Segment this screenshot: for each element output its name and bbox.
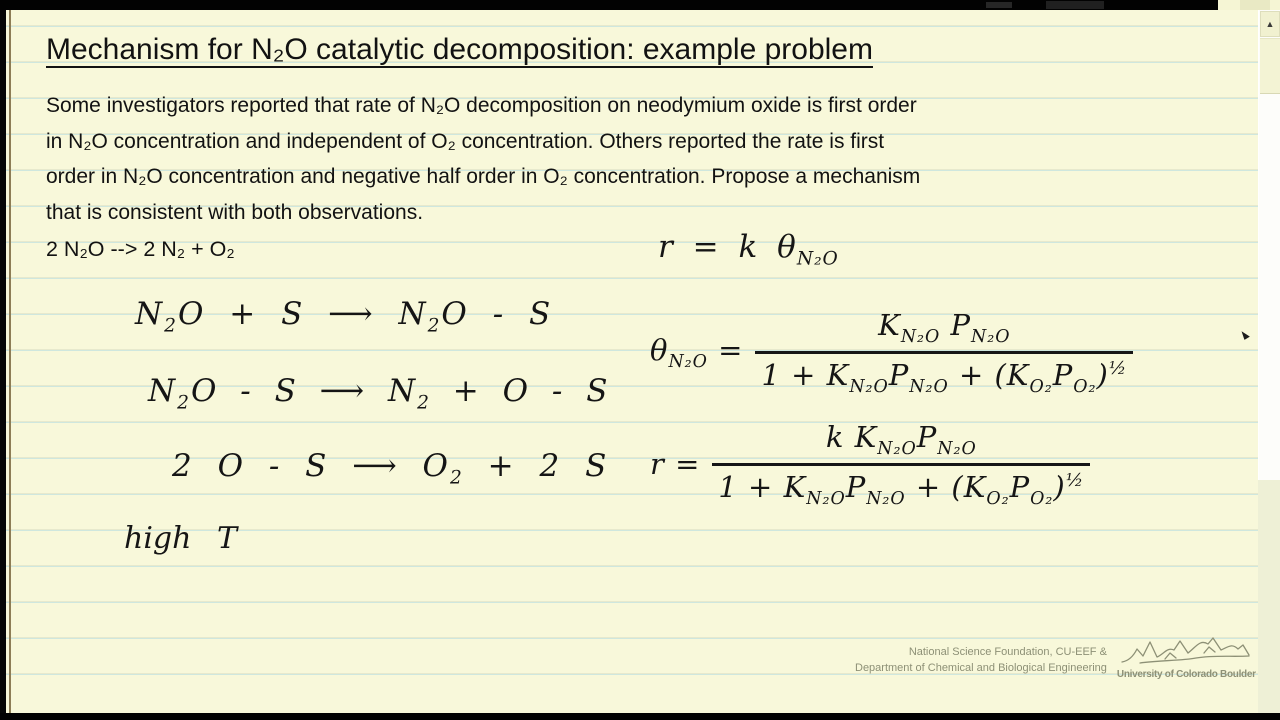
scroll-up-button[interactable] [1260,11,1280,37]
fraction-denominator: $1 + K_{N_2O}P_{N_2O} + (K_{O_2}P_{O_2})^{\frac{1}{2}}$ [712,463,1090,509]
rate-law-equation [650,420,1090,509]
fraction-numerator: k $K_{N_2O}P_{N_2O}$ [825,420,977,459]
bottom-letterbox-bar [0,713,1280,720]
top-bar-notch-shade [1240,0,1270,10]
flatirons-mountain-icon [1120,635,1252,669]
toolbar-remnant [986,2,1012,8]
notebook-margin-line [9,10,11,713]
coverage-equation [650,308,1133,397]
scrollbar-lower-area [1258,480,1280,713]
fraction [712,420,1090,509]
equation-lhs: $\theta_{N_2O}$ = [650,332,744,372]
problem-statement [46,88,1206,230]
fraction-denominator: $1 + K_{N_2O}P_{N_2O} + (K_{O_2}P_{O_2})^{\frac{1}{2}}$ [755,351,1133,397]
page-title: Mechanism for N₂O catalytic decomposition: example problem [46,33,873,66]
university-name: University of Colorado Boulder [1116,669,1256,680]
mechanism-step-3: 2 O - S ⟶ $O_2 + 2$ S [172,448,609,489]
problem-line: that is consistent with both observations. [46,200,424,224]
high-temperature-note: high T [124,521,237,556]
credit-text [855,645,1107,676]
equation-lhs: r = [650,447,701,482]
scroll-up-arrow-icon: ▲ [1265,19,1275,29]
cu-boulder-logo [1117,635,1256,680]
scrollbar-thumb[interactable] [1260,38,1280,94]
mechanism-step-2: $N_2O$ - S ⟶ $N_2 + O - S$ [148,373,610,414]
mechanism-step-1: $N_2O + S$ ⟶ $N_2O$ - S [135,296,553,337]
overall-reaction: 2 N₂O --> 2 N₂ + O₂ [46,237,235,261]
credits-block [855,645,1256,680]
fraction-numerator: $K_{N_2O}$ $P_{N_2O}$ [878,308,1011,347]
fraction [755,308,1133,397]
credit-line-2: Department of Chemical and Biological Engineering [855,661,1107,674]
rate-equation-1: r = k $\theta_{N_2O}$ [658,229,839,270]
top-letterbox-bar [0,0,1218,10]
left-letterbox-strip [0,10,6,713]
credit-line-1: National Science Foundation, CU-EEF & [908,646,1107,658]
problem-line: Some investigators reported that rate of N₂O decomposition on neodymium oxide is first order [46,94,917,117]
problem-line: order in N₂O concentration and negative half order in O₂ concentration. Propose a mechanism [46,165,921,188]
toolbar-remnant [1046,1,1104,9]
problem-line: in N₂O concentration and independent of O₂ concentration. Others reported the rate is first [46,129,885,153]
